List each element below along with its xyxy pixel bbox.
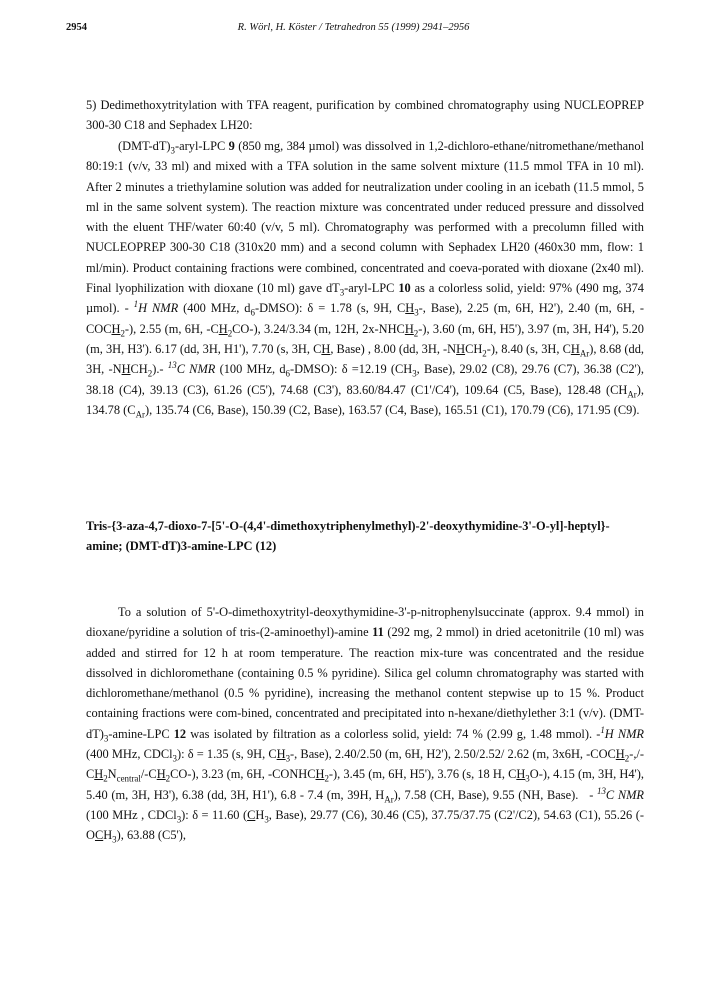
page-number: 2954 bbox=[66, 22, 87, 33]
running-title: R. Wörl, H. Köster / Tetrahedron 55 (1999) 2941–2956 bbox=[237, 22, 470, 33]
step-heading: 5) Dedimethoxytritylation with TFA reagent, purification by combined chromatography using NUCLEOPREP 300-30 C18 and Sephadex LH20: bbox=[86, 98, 644, 133]
synthesis-paragraph: To a solution of 5'-O-dimethoxytrityl-deoxythymidine-3'-p-nitrophenylsuccinate (approx. 9.4 mmol) in dioxane/pyridine a solution of tris-(2-aminoethyl)-amine 11 (292 mg, 2 mmol) in dried acetonitrile (10 ml) was added and stirred for 12 h at room temperature. The reaction mix-ture was concentrated and the residue dissolved in dichloromethane (containing 0.5 % pyridine). Silica gel column chromatography was started with dichloromethane/methanol (0.5 % pyridine), increasing the methanol content stepwise up to 15 %. Product containing fractions were com-bined, concentrated and precipitated into n-hexane/diethylether 3:1 (v/v). $(DMT-dT)_3-amine$-LPC 12 was isolated by filtration as a colorless solid, yield: 74 % (2.99 g, 1.48 mmol). -$^1$H NMR (400 MHz, CDCl$_3$): δ = 1.35 (s, 9H, $CH_3-$, Base), 2.40/2.50 (m, 6H, H2'), 2.50/2.52/ 2.62 (m, 3x6H, $-COCH_2-,/-CH_2N_{central}/-CH_2CO-$), 3.23 (m, 6H, $-CONHCH_2-$), 3.45 (m, 6H, H5'), 3.76 (s, 18 H, $CH_3O-$), 4.15 (m, 3H, H4'), 5.40 (m, 3H, H3'), 6.38 (dd, 3H, H1'), 6.8 - 7.4 (m, 39H, $H_{Ar}$), 7.58 (CH, Base), 9.55 (NH, Base). - $^{13}$C NMR (100 MHz , CDCl$_3$): δ = 11.60 ($CH_3$, Base), 29.77 (C6), 30.46 (C5), 37.75/37.75 (C2'/C2), 54.63 (C1), 55.26 $(-OCH_3)$, 63.88 (C5'), bbox=[86, 605, 644, 845]
page-header bbox=[66, 22, 641, 38]
section-title: Tris-{3-aza-4,7-dioxo-7-[5'-O-(4,4'-dimethoxytriphenylmethyl)-2'-deoxythymidine-3'-O-yl]-heptyl}-amine; (DMT-dT)3-amine-LPC (12) bbox=[86, 519, 610, 554]
procedure-paragraph: $(DMT-dT)_3-aryl$-LPC 9 (850 mg, 384 µmol) was dissolved in 1,2-dichloro-ethane/nitromethane/methanol 80:19:1 (v/v, 33 ml) and mixed with a TFA solution in the same solvent mixture (11.5 mmol TFA in 10 ml). After 2 minutes a triethylamine solution was added for neutralization under cooling in an icebath (11.5 mmol, 5 ml in the same solvent system). The reaction mixture was concentrated under reduced pressure and dissolved with the eluent THF/water 60:40 (v/v, 5 ml). Chromatography was performed with a precolumn filled with NUCLEOPREP 300-30 C18 (310x20 mm) and a second column with Sephadex LH20 (460x30 mm, flow: 1 ml/min). Product containing fractions were combined, concentrated and coeva-porated with dioxane (2x40 ml). Final lyophilization with dioxane (10 ml) gave $dT_3-aryl$-LPC 10 as a colorless solid, yield: 97% (490 mg, 374 µmol). - $^1$H NMR (400 MHz, $d_6-DMSO$): δ = 1.78 (s, 9H, $CH_3-$, Base), 2.25 (m, 6H, H2'), 2.40 (m, 6H, $-COCH_2-$), 2.55 (m, 6H, $-CH_2CO-$), 3.24/3.34 (m, 12H, $2x-NHCH_2-$), 3.60 (m, 6H, H5'), 3.97 (m, 3H, H4'), 5.20 (m, 3H, H3'). 6.17 (dd, 3H, H1'), 7.70 (s, 3H, CH, Base) , 8.00 (dd, 3H, $-NHCH_2-$), 8.40 (s, 3H, $CH_{Ar}$), 8.68 (dd, 3H, $-NHCH_2).-$ $^{13}$C NMR (100 MHz, $d_6-DMSO$): δ =12.19 ($CH_3$, Base), 29.02 (C8), 29.76 (C7), 36.38 (C2'), 38.18 (C4), 39.13 (C3), 61.26 (C5'), 74.68 (C3'), 83.60/84.47 (C1'/C4'), 109.64 (C5, Base), 128.48 $(CH_{Ar})$, 134.78 $(C_{Ar})$, 135.74 (C6, Base), 150.39 (C2, Base), 163.57 (C4, Base), 165.51 (C1), 170.79 (C6), 171.95 (C9). bbox=[86, 139, 645, 420]
